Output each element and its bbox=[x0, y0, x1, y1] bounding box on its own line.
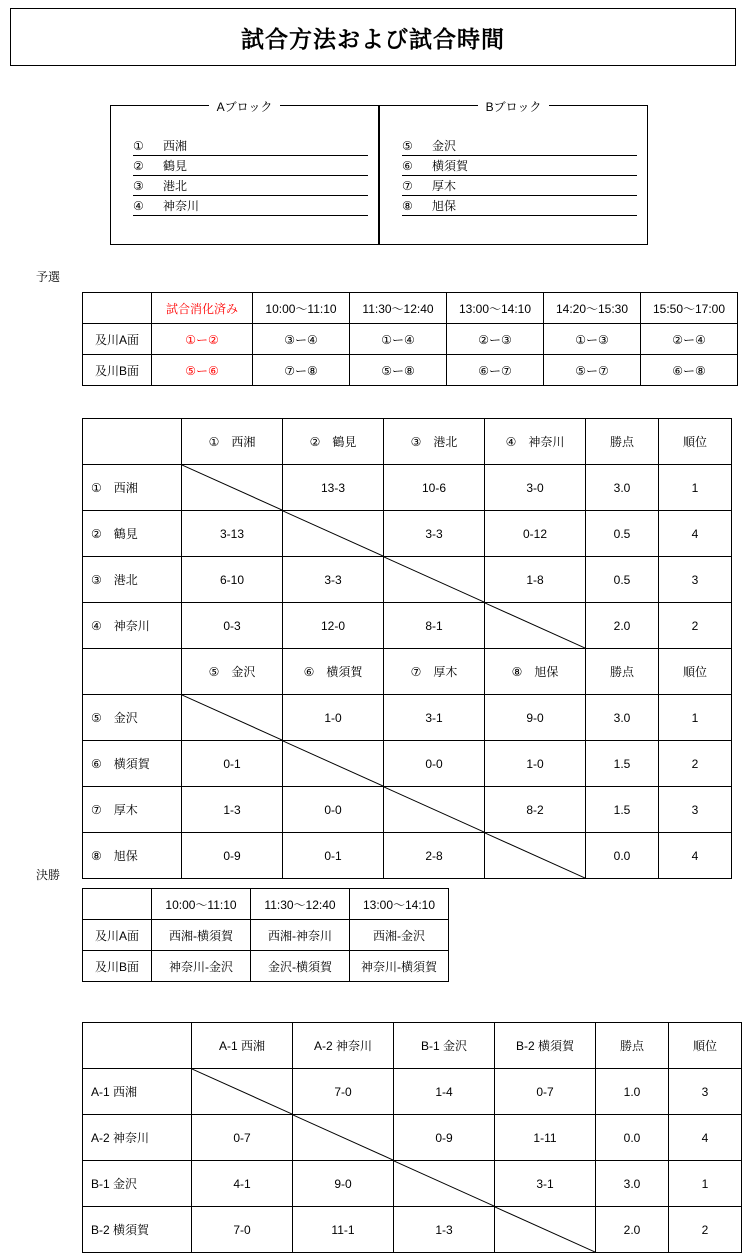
score-cell: 1-11 bbox=[495, 1115, 596, 1161]
row-header: ⑧ 旭保 bbox=[83, 833, 182, 879]
block-a-list bbox=[111, 136, 378, 216]
score-cell: 9-0 bbox=[293, 1161, 394, 1207]
table-row bbox=[83, 293, 738, 324]
diagonal-cell bbox=[394, 1161, 495, 1207]
table-row bbox=[83, 355, 738, 386]
row-header: A-2 神奈川 bbox=[83, 1115, 192, 1161]
row-header: B-2 横須賀 bbox=[83, 1207, 192, 1253]
match-cell: 西湘-神奈川 bbox=[251, 920, 350, 951]
match-cell: 西湘-横須賀 bbox=[152, 920, 251, 951]
table-row bbox=[83, 920, 449, 951]
match-cell: ⑥ー⑧ bbox=[641, 355, 738, 386]
column-header-slot: 10:00～11:10 bbox=[152, 889, 251, 920]
diagonal-cell bbox=[384, 787, 485, 833]
list-item bbox=[133, 156, 368, 176]
rank-cell: 3 bbox=[669, 1069, 742, 1115]
row-header: 及川B面 bbox=[83, 355, 152, 386]
column-header: ② 鶴見 bbox=[283, 419, 384, 465]
corner-cell bbox=[83, 649, 182, 695]
row-header: 及川B面 bbox=[83, 951, 152, 982]
column-header-slot: 15:50～17:00 bbox=[641, 293, 738, 324]
rank-cell: 4 bbox=[669, 1115, 742, 1161]
block-group-b bbox=[379, 100, 648, 245]
column-header-rank: 順位 bbox=[659, 419, 732, 465]
column-header: ⑥ 横須賀 bbox=[283, 649, 384, 695]
column-header-slot: 11:30～12:40 bbox=[251, 889, 350, 920]
corner-cell bbox=[83, 1023, 192, 1069]
row-header: ① 西湘 bbox=[83, 465, 182, 511]
column-header: B-1 金沢 bbox=[394, 1023, 495, 1069]
table-row bbox=[83, 324, 738, 355]
score-cell: 0-7 bbox=[192, 1115, 293, 1161]
block-a-header bbox=[111, 98, 378, 115]
points-cell: 1.5 bbox=[586, 787, 659, 833]
team-number: ⑤ bbox=[402, 139, 413, 153]
block-group-a bbox=[110, 100, 379, 245]
rank-cell: 3 bbox=[659, 557, 732, 603]
row-header: A-1 西湘 bbox=[83, 1069, 192, 1115]
final-schedule-table bbox=[82, 888, 449, 982]
table-row bbox=[83, 1207, 742, 1253]
points-cell: 0.0 bbox=[586, 833, 659, 879]
match-cell: ⑤ー⑧ bbox=[350, 355, 447, 386]
block-b-header-label: Bブロック bbox=[478, 100, 550, 114]
group-b-standings-table bbox=[82, 648, 732, 879]
score-cell: 0-1 bbox=[182, 741, 283, 787]
rank-cell: 1 bbox=[659, 465, 732, 511]
match-cell: 神奈川-横須賀 bbox=[350, 951, 449, 982]
block-groups bbox=[110, 100, 648, 245]
points-cell: 2.0 bbox=[586, 603, 659, 649]
table-row bbox=[83, 511, 732, 557]
team-number: ⑦ bbox=[402, 179, 413, 193]
score-cell: 0-0 bbox=[384, 741, 485, 787]
list-item bbox=[402, 196, 637, 216]
table-row bbox=[83, 419, 732, 465]
score-cell: 1-8 bbox=[485, 557, 586, 603]
score-cell: 0-12 bbox=[485, 511, 586, 557]
points-cell: 0.5 bbox=[586, 557, 659, 603]
rank-cell: 2 bbox=[659, 741, 732, 787]
table-row bbox=[83, 557, 732, 603]
group-a-standings-table bbox=[82, 418, 732, 649]
list-item bbox=[133, 136, 368, 156]
block-b-header bbox=[380, 98, 647, 115]
score-cell: 0-1 bbox=[283, 833, 384, 879]
points-cell: 3.0 bbox=[596, 1161, 669, 1207]
row-header: ② 鶴見 bbox=[83, 511, 182, 557]
score-cell: 6-10 bbox=[182, 557, 283, 603]
score-cell: 13-3 bbox=[283, 465, 384, 511]
score-cell: 8-1 bbox=[384, 603, 485, 649]
points-cell: 1.0 bbox=[596, 1069, 669, 1115]
block-a-header-label: Aブロック bbox=[209, 100, 281, 114]
column-header-points: 勝点 bbox=[586, 649, 659, 695]
match-cell: ②ー④ bbox=[641, 324, 738, 355]
rank-cell: 2 bbox=[669, 1207, 742, 1253]
table-row bbox=[83, 741, 732, 787]
match-cell: ①ー② bbox=[152, 324, 253, 355]
row-header: ⑥ 横須賀 bbox=[83, 741, 182, 787]
score-cell: 10-6 bbox=[384, 465, 485, 511]
table-row bbox=[83, 1023, 742, 1069]
score-cell: 9-0 bbox=[485, 695, 586, 741]
column-header: ⑧ 旭保 bbox=[485, 649, 586, 695]
team-name: 金沢 bbox=[432, 139, 457, 153]
team-number: ① bbox=[133, 139, 144, 153]
column-header-points: 勝点 bbox=[586, 419, 659, 465]
list-item bbox=[402, 136, 637, 156]
column-header-done: 試合消化済み bbox=[152, 293, 253, 324]
match-cell: 神奈川-金沢 bbox=[152, 951, 251, 982]
score-cell: 1-3 bbox=[394, 1207, 495, 1253]
match-cell: ①ー④ bbox=[350, 324, 447, 355]
diagonal-cell bbox=[182, 695, 283, 741]
rank-cell: 2 bbox=[659, 603, 732, 649]
rank-cell: 1 bbox=[659, 695, 732, 741]
table-row bbox=[83, 889, 449, 920]
column-header: ⑤ 金沢 bbox=[182, 649, 283, 695]
corner-cell bbox=[83, 419, 182, 465]
rank-cell: 1 bbox=[669, 1161, 742, 1207]
team-name: 旭保 bbox=[432, 199, 457, 213]
row-header: ③ 港北 bbox=[83, 557, 182, 603]
diagonal-cell bbox=[293, 1115, 394, 1161]
diagonal-cell bbox=[485, 603, 586, 649]
score-cell: 11-1 bbox=[293, 1207, 394, 1253]
column-header: A-2 神奈川 bbox=[293, 1023, 394, 1069]
team-number: ④ bbox=[133, 199, 144, 213]
score-cell: 7-0 bbox=[192, 1207, 293, 1253]
page-title: 試合方法および試合時間 bbox=[241, 25, 505, 52]
prelim-schedule-table bbox=[82, 292, 738, 386]
match-cell: ②ー③ bbox=[447, 324, 544, 355]
column-header-rank: 順位 bbox=[669, 1023, 742, 1069]
final-caption: 決勝 bbox=[36, 868, 61, 882]
table-row bbox=[83, 1161, 742, 1207]
team-number: ② bbox=[133, 159, 144, 173]
match-cell: ⑤ー⑦ bbox=[544, 355, 641, 386]
column-header-rank: 順位 bbox=[659, 649, 732, 695]
score-cell: 3-3 bbox=[283, 557, 384, 603]
row-header: B-1 金沢 bbox=[83, 1161, 192, 1207]
score-cell: 0-9 bbox=[394, 1115, 495, 1161]
match-cell: 西湘-金沢 bbox=[350, 920, 449, 951]
rank-cell: 4 bbox=[659, 511, 732, 557]
score-cell: 1-0 bbox=[283, 695, 384, 741]
table-row bbox=[83, 465, 732, 511]
match-cell: 金沢-横須賀 bbox=[251, 951, 350, 982]
table-row bbox=[83, 649, 732, 695]
column-header-slot: 10:00～11:10 bbox=[253, 293, 350, 324]
score-cell: 0-7 bbox=[495, 1069, 596, 1115]
score-cell: 7-0 bbox=[293, 1069, 394, 1115]
row-header: 及川A面 bbox=[83, 920, 152, 951]
score-cell: 2-8 bbox=[384, 833, 485, 879]
match-cell: ⑥ー⑦ bbox=[447, 355, 544, 386]
points-cell: 2.0 bbox=[596, 1207, 669, 1253]
match-cell: ⑤ー⑥ bbox=[152, 355, 253, 386]
score-cell: 1-3 bbox=[182, 787, 283, 833]
column-header: ③ 港北 bbox=[384, 419, 485, 465]
match-cell: ⑦ー⑧ bbox=[253, 355, 350, 386]
corner-cell bbox=[83, 889, 152, 920]
column-header-slot: 13:00～14:10 bbox=[350, 889, 449, 920]
diagonal-cell bbox=[192, 1069, 293, 1115]
row-header: ⑤ 金沢 bbox=[83, 695, 182, 741]
points-cell: 3.0 bbox=[586, 695, 659, 741]
rank-cell: 3 bbox=[659, 787, 732, 833]
team-name: 神奈川 bbox=[163, 199, 200, 213]
prelim-caption: 予選 bbox=[36, 270, 61, 284]
column-header-slot: 13:00～14:10 bbox=[447, 293, 544, 324]
table-row bbox=[83, 1115, 742, 1161]
list-item bbox=[133, 176, 368, 196]
table-row bbox=[83, 787, 732, 833]
match-cell: ①ー③ bbox=[544, 324, 641, 355]
diagonal-cell bbox=[283, 511, 384, 557]
score-cell: 0-3 bbox=[182, 603, 283, 649]
score-cell: 3-1 bbox=[384, 695, 485, 741]
table-row bbox=[83, 695, 732, 741]
diagonal-cell bbox=[283, 741, 384, 787]
column-header: ⑦ 厚木 bbox=[384, 649, 485, 695]
column-header-points: 勝点 bbox=[596, 1023, 669, 1069]
final-standings-table bbox=[82, 1022, 742, 1253]
column-header: ① 西湘 bbox=[182, 419, 283, 465]
row-header: 及川A面 bbox=[83, 324, 152, 355]
points-cell: 1.5 bbox=[586, 741, 659, 787]
team-name: 港北 bbox=[163, 179, 188, 193]
column-header: ④ 神奈川 bbox=[485, 419, 586, 465]
points-cell: 3.0 bbox=[586, 465, 659, 511]
match-cell: ③ー④ bbox=[253, 324, 350, 355]
diagonal-cell bbox=[384, 557, 485, 603]
table-row bbox=[83, 833, 732, 879]
list-item bbox=[133, 196, 368, 216]
score-cell: 3-0 bbox=[485, 465, 586, 511]
column-header: B-2 横須賀 bbox=[495, 1023, 596, 1069]
page-title-box bbox=[10, 8, 736, 66]
table-row bbox=[83, 951, 449, 982]
points-cell: 0.0 bbox=[596, 1115, 669, 1161]
corner-cell bbox=[83, 293, 152, 324]
row-header: ⑦ 厚木 bbox=[83, 787, 182, 833]
score-cell: 12-0 bbox=[283, 603, 384, 649]
row-header: ④ 神奈川 bbox=[83, 603, 182, 649]
team-name: 西湘 bbox=[163, 139, 188, 153]
column-header-slot: 11:30～12:40 bbox=[350, 293, 447, 324]
team-number: ⑥ bbox=[402, 159, 413, 173]
score-cell: 1-4 bbox=[394, 1069, 495, 1115]
block-b-list bbox=[380, 136, 647, 216]
rank-cell: 4 bbox=[659, 833, 732, 879]
score-cell: 8-2 bbox=[485, 787, 586, 833]
score-cell: 4-1 bbox=[192, 1161, 293, 1207]
table-row bbox=[83, 1069, 742, 1115]
score-cell: 3-13 bbox=[182, 511, 283, 557]
score-cell: 0-0 bbox=[283, 787, 384, 833]
column-header: A-1 西湘 bbox=[192, 1023, 293, 1069]
column-header-slot: 14:20～15:30 bbox=[544, 293, 641, 324]
team-name: 厚木 bbox=[432, 179, 457, 193]
diagonal-cell bbox=[182, 465, 283, 511]
diagonal-cell bbox=[485, 833, 586, 879]
team-name: 横須賀 bbox=[432, 159, 469, 173]
team-name: 鶴見 bbox=[163, 159, 188, 173]
score-cell: 3-3 bbox=[384, 511, 485, 557]
list-item bbox=[402, 156, 637, 176]
team-number: ⑧ bbox=[402, 199, 413, 213]
diagonal-cell bbox=[495, 1207, 596, 1253]
list-item bbox=[402, 176, 637, 196]
score-cell: 0-9 bbox=[182, 833, 283, 879]
table-row bbox=[83, 603, 732, 649]
points-cell: 0.5 bbox=[586, 511, 659, 557]
team-number: ③ bbox=[133, 179, 144, 193]
score-cell: 3-1 bbox=[495, 1161, 596, 1207]
score-cell: 1-0 bbox=[485, 741, 586, 787]
